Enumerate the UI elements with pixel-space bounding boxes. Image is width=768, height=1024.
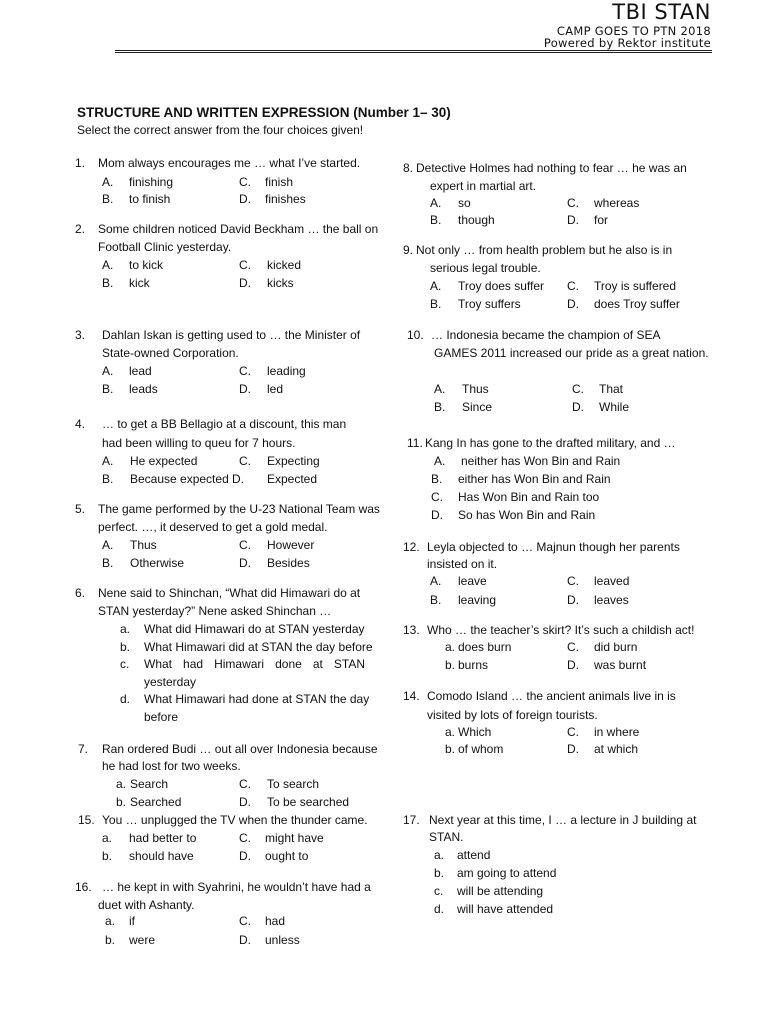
question-number: 7. [78,742,89,756]
option-text: leaving [458,593,497,607]
option-text: While [599,400,630,414]
option-letter: D. [239,849,251,863]
option-letter: D. [572,400,584,414]
option-text: finish [265,175,294,189]
header-divider [115,50,712,53]
option-letter: b. [120,640,131,654]
option-letter: B. [431,472,443,486]
option-text: in where [594,725,640,739]
option-letter: c. [120,657,130,671]
option-text: To search [267,777,320,791]
question-text: Football Clinic yesterday. [98,240,232,254]
option-text: Because expected [130,472,229,486]
option-letter: a. [445,725,456,739]
question-text: Leyla objected to … Majnun though her parents [427,540,680,554]
option-letter: D. [239,933,251,947]
option-letter: C. [567,196,579,210]
option-text: lead [129,364,152,378]
option-text: of whom [458,742,504,756]
document-credit: Powered by Rektor institute [543,36,711,50]
option-letter: D. [239,795,251,809]
question-text: serious legal trouble. [430,261,541,275]
option-text: for [594,213,609,227]
option-text: to finish [129,192,171,206]
option-text: That [599,382,624,396]
question-text: You … unplugged the TV when the thunder came. [102,813,368,827]
question-number: 11. [407,436,423,450]
option-text: What Himawari did at STAN the day before [144,640,373,654]
option-letter: a. [434,848,445,862]
question-number: 17. [403,813,420,827]
question-number: 4. [75,417,86,431]
option-text: was burnt [594,658,647,672]
option-text: What Himawari had done at STAN the day [144,692,370,706]
question-text: perfect. …, it deserved to get a gold medal. [98,520,328,534]
option-text: will be attending [457,884,544,898]
option-text: though [458,213,495,227]
option-text: led [267,382,284,396]
option-letter: D. [567,742,579,756]
option-letter: C. [239,831,251,845]
option-letter: D. [239,382,251,396]
question-text: Ran ordered Budi … out all over Indonesia because [102,742,378,756]
question-number: 8. [403,161,414,175]
question-number: 6. [75,586,86,600]
option-text: whereas [594,196,640,210]
question-number: 13. [403,623,420,637]
option-letter: A. [434,454,446,468]
option-text: leave [458,574,487,588]
option-letter: D. [567,213,579,227]
option-letter: a. [102,831,113,845]
question-number: 12. [403,540,420,554]
option-letter: B. [102,382,114,396]
document-subtitle: CAMP GOES TO PTN 2018 [556,24,711,38]
option-letter: d. [434,902,445,916]
option-letter: C. [239,175,251,189]
question-text: … to get a BB Bellagio at a discount, this man [102,417,347,431]
question-number: 16. [75,880,92,894]
option-text: kicks [267,276,294,290]
question-text: Kang In has gone to the drafted military, and … [425,436,676,450]
question-number: 14. [403,689,420,703]
option-text: leaved [594,574,630,588]
option-letter: B. [430,297,442,311]
option-text: am going to attend [457,866,557,880]
option-text: Troy suffers [458,297,521,311]
option-letter: b. [105,933,116,947]
option-text: Which [458,725,492,739]
question-text: insisted on it. [427,557,498,571]
question-text: STAN. [429,830,464,844]
option-text: had better to [129,831,197,845]
question-number: 15. [78,813,95,827]
question-text: Comodo Island … the ancient animals live in is [427,689,676,703]
option-text: Since [462,400,493,414]
option-letter: D. [232,472,244,486]
option-text: Thus [130,538,157,552]
question-text: Some children noticed David Beckham … the ball on [98,222,379,236]
option-letter: a. [105,914,116,928]
option-letter: b. [102,849,113,863]
option-text: What did Himawari do at STAN yesterday [144,622,365,636]
question-text: he had lost for two weeks. [102,759,241,773]
option-text: leads [129,382,158,396]
option-letter: C. [567,640,579,654]
question-text: … he kept in with Syahrini, he wouldn’t have had a [102,880,371,894]
option-text: To be searched [267,795,350,809]
option-text: Search [130,777,169,791]
option-text: ought to [265,849,309,863]
option-text: to kick [129,258,164,272]
question-text: GAMES 2011 increased our pride as a great nation. [434,346,709,360]
option-text: Expecting [267,454,320,468]
option-text: attend [457,848,491,862]
option-letter: b. [445,742,456,756]
option-text: before [144,710,179,724]
option-letter: a. [120,622,131,636]
option-letter: C. [239,364,251,378]
option-text: kick [129,276,150,290]
option-letter: B. [102,472,114,486]
option-letter: A. [430,196,442,210]
question-number: 9. [403,243,414,257]
option-letter: B. [430,593,442,607]
option-letter: D. [239,192,251,206]
option-text: neither has Won Bin and Rain [461,454,621,468]
option-text: were [129,933,156,947]
option-text: finishes [265,192,306,206]
question-text: Next year at this time, I … a lecture in J building at [429,813,697,827]
option-letter: C. [239,777,251,791]
option-letter: C. [567,574,579,588]
option-letter: B. [102,276,114,290]
option-text: yesterday [144,675,197,689]
option-text: might have [265,831,324,845]
option-letter: D. [567,297,579,311]
option-text: did burn [594,640,638,654]
option-text: so [458,196,471,210]
option-letter: C. [239,454,251,468]
option-text: Otherwise [130,556,185,570]
option-text: should have [129,849,194,863]
option-letter: d. [120,692,131,706]
option-letter: A. [102,538,114,552]
option-text: kicked [267,258,302,272]
question-text: State-owned Corporation. [102,346,239,360]
option-letter: A. [434,382,446,396]
option-text: finishing [129,175,174,189]
option-letter: A. [102,454,114,468]
option-text: So has Won Bin and Rain [458,508,596,522]
option-text: What had Himawari done at STAN [144,657,365,671]
question-text: … Indonesia became the champion of SEA [431,328,661,342]
option-letter: D. [239,276,251,290]
option-text: leading [267,364,306,378]
option-letter: D. [567,658,579,672]
option-letter: C. [239,914,251,928]
option-text: Thus [462,382,489,396]
option-text: had [265,914,286,928]
option-letter: C. [567,725,579,739]
question-text: expert in martial art. [430,179,537,193]
question-text: Not only … from health problem but he also is in [416,243,673,257]
option-letter: b. [434,866,445,880]
option-letter: C. [567,279,579,293]
option-text: leaves [594,593,629,607]
question-number: 10. [407,328,424,342]
question-text: Mom always encourages me … what I’ve started. [98,156,361,170]
option-text: unless [265,933,300,947]
option-text: does Troy suffer [594,297,680,311]
question-text: Who … the teacher’s skirt? It’s such a childish act! [427,623,695,637]
option-letter: C. [239,538,251,552]
option-letter: D. [431,508,443,522]
option-text: However [267,538,315,552]
option-text: Has Won Bin and Rain too [458,490,600,504]
option-letter: B. [102,556,114,570]
document-title: TBI STAN [612,0,711,24]
question-text: visited by lots of foreign tourists. [427,708,598,722]
option-text: does burn [458,640,512,654]
option-letter: A. [102,175,114,189]
option-letter: B. [430,213,442,227]
option-text: Searched [130,795,182,809]
question-text: The game performed by the U-23 National Team was [98,502,380,516]
section-title: STRUCTURE AND WRITTEN EXPRESSION (Number 1– 30) [77,105,451,120]
question-number: 5. [75,502,86,516]
option-text: He expected [130,454,198,468]
option-letter: a. [445,640,456,654]
question-text: STAN yesterday?” Nene asked Shinchan … [98,604,332,618]
option-letter: B. [102,192,114,206]
question-number: 1. [75,156,86,170]
question-number: 3. [75,328,86,342]
option-letter: A. [102,364,114,378]
question-text: Dahlan Iskan is getting used to … the Minister of [102,328,361,342]
option-letter: c. [434,884,444,898]
option-letter: B. [434,400,446,414]
option-letter: b. [445,658,456,672]
option-text: Troy does suffer [458,279,545,293]
option-letter: a. [116,777,127,791]
option-text: at which [594,742,639,756]
option-text: Expected [267,472,318,486]
option-letter: D. [567,593,579,607]
option-letter: A. [430,279,442,293]
option-letter: A. [430,574,442,588]
option-letter: b. [116,795,127,809]
option-text: will have attended [457,902,554,916]
option-letter: D. [239,556,251,570]
question-text: Detective Holmes had nothing to fear … he was an [416,161,687,175]
option-letter: C. [239,258,251,272]
option-letter: C. [572,382,584,396]
option-letter: C. [431,490,443,504]
section-instruction: Select the correct answer from the four choices given! [77,123,364,137]
option-text: Troy is suffered [594,279,677,293]
question-text: had been willing to queu for 7 hours. [102,436,296,450]
option-text: burns [458,658,489,672]
question-number: 2. [75,222,86,236]
option-letter: A. [102,258,114,272]
option-text: Besides [267,556,310,570]
option-text: if [129,914,135,928]
question-text: duet with Ashanty. [98,898,195,912]
question-text: Nene said to Shinchan, “What did Himawari do at [98,586,361,600]
option-text: either has Won Bin and Rain [458,472,611,486]
